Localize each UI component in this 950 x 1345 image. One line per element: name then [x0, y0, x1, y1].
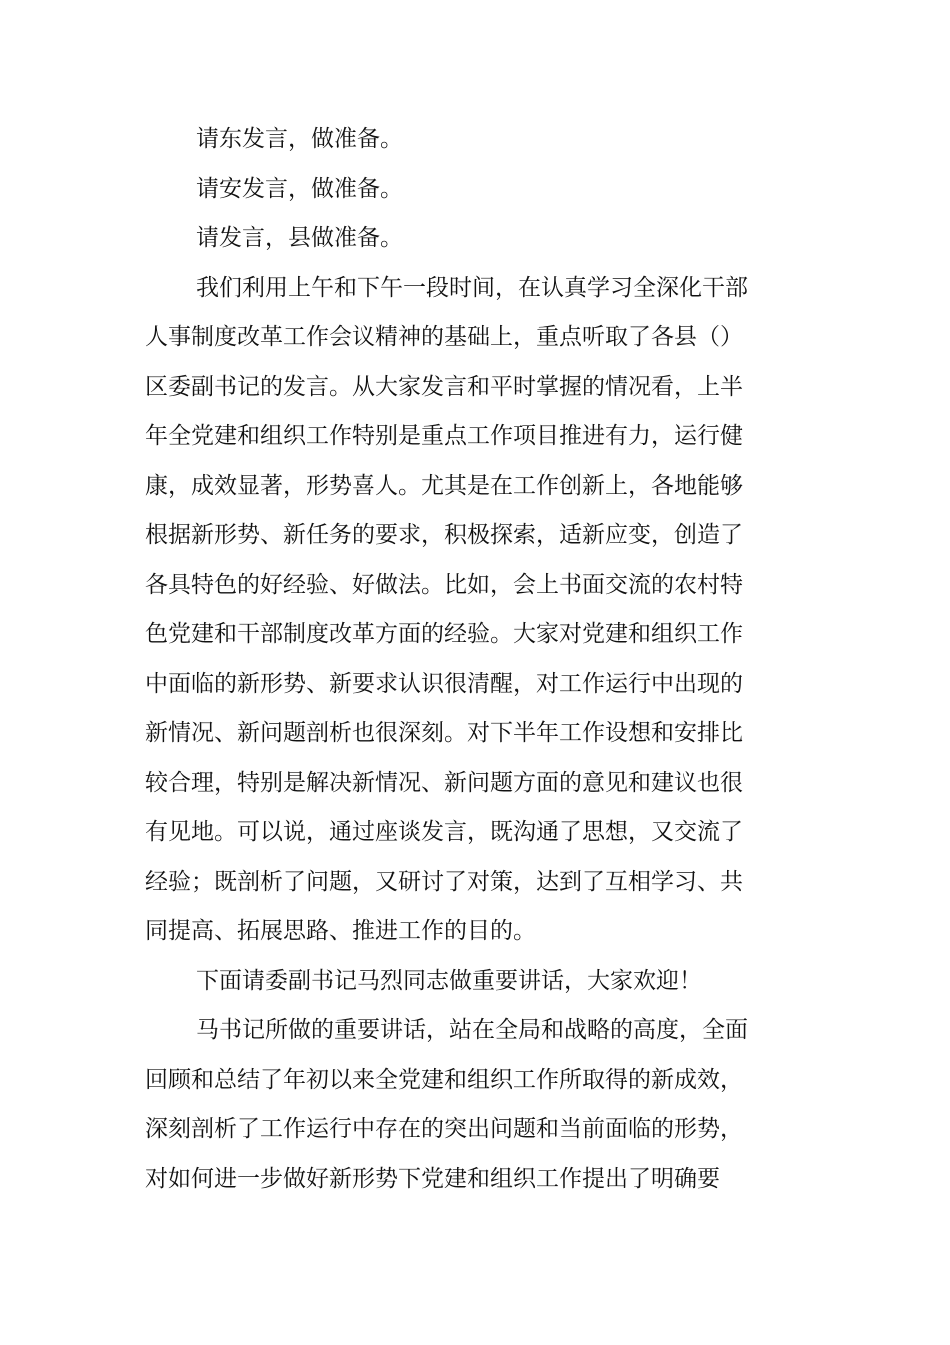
text-line: 较合理，特别是解决新情况、新问题方面的意见和建议也很 — [145, 769, 743, 796]
text-line: 区委副书记的发言。从大家发言和平时掌握的情况看，上半 — [145, 373, 743, 400]
text-line: 经验；既剖析了问题，又研讨了对策，达到了互相学习、共 — [145, 868, 743, 895]
text-line: 新情况、新问题剖析也很深刻。对下半年工作设想和安排比 — [145, 720, 743, 746]
text-line: 深刻剖析了工作运行中存在的突出问题和当前面临的形势， — [145, 1116, 743, 1142]
text-line: 年全党建和组织工作特别是重点工作项目推进有力，运行健 — [145, 423, 743, 449]
text-line: 同提高、拓展思路、推进工作的目的。 — [145, 918, 536, 944]
text-line: 中面临的新形势、新要求认识很清醒，对工作运行中出现的 — [145, 670, 743, 697]
text-line: 请发言，县做准备。 — [196, 225, 403, 251]
text-line: 有见地。可以说，通过座谈发言，既沟通了思想，又交流了 — [145, 819, 743, 845]
text-line: 回顾和总结了年初以来全党建和组织工作所取得的新成效， — [145, 1066, 743, 1093]
text-line: 请东发言，做准备。 — [196, 126, 403, 152]
text-line: 人事制度改革工作会议精神的基础上，重点听取了各县（） — [145, 324, 743, 350]
text-line: 我们利用上午和下午一段时间，在认真学习全深化干部 — [196, 274, 748, 301]
text-line: 康，成效显著，形势喜人。尤其是在工作创新上，各地能够 — [145, 472, 743, 499]
text-line: 马书记所做的重要讲话，站在全局和战略的高度，全面 — [196, 1017, 748, 1043]
text-line: 色党建和干部制度改革方面的经验。大家对党建和组织工作 — [145, 621, 743, 647]
text-line: 下面请委副书记马烈同志做重要讲话，大家欢迎！ — [196, 967, 702, 994]
text-line: 各具特色的好经验、好做法。比如，会上书面交流的农村特 — [145, 571, 743, 598]
text-line: 根据新形势、新任务的要求，积极探索，适新应变，创造了 — [145, 522, 743, 548]
text-line: 对如何进一步做好新形势下党建和组织工作提出了明确要 — [145, 1165, 720, 1192]
text-line: 请安发言，做准备。 — [196, 175, 403, 202]
document-body — [145, 115, 755, 1204]
